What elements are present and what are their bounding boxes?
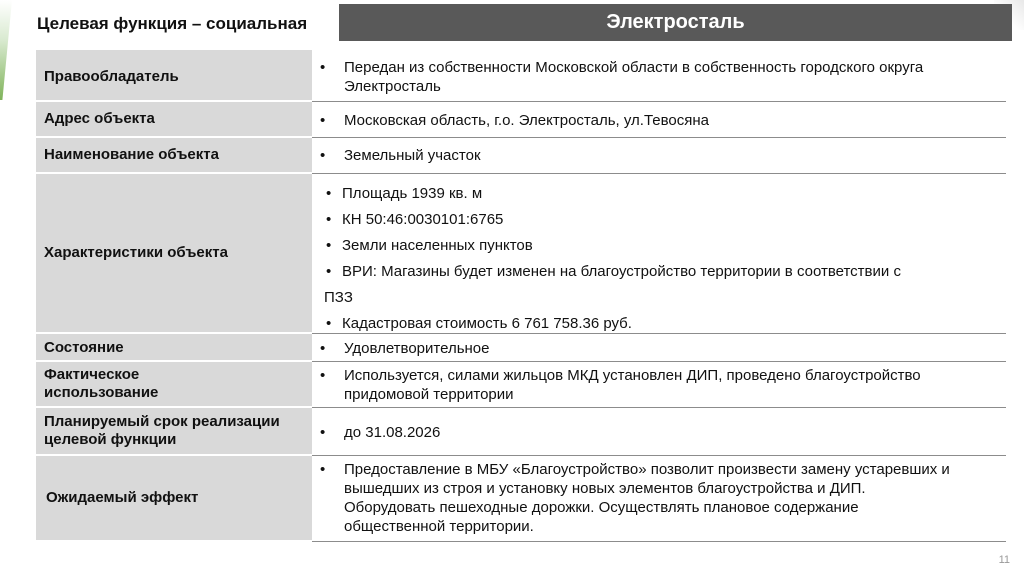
left-accent-decoration bbox=[0, 0, 12, 100]
row-value bbox=[312, 408, 1012, 456]
bullet-dot: • bbox=[320, 424, 326, 441]
list-item bbox=[326, 210, 1006, 236]
bullet-dot: • bbox=[326, 237, 332, 254]
table-row-owner bbox=[36, 50, 1012, 102]
row-value bbox=[312, 138, 1012, 174]
table-row-name bbox=[36, 138, 1012, 174]
bullet-dot: • bbox=[320, 367, 326, 384]
row-value bbox=[312, 456, 1012, 542]
table-row-condition bbox=[36, 334, 1012, 362]
bullet-dot: • bbox=[320, 59, 326, 76]
row-text: Земельный участок bbox=[344, 147, 481, 164]
row-value bbox=[312, 174, 1012, 334]
table-row-address bbox=[36, 102, 1012, 138]
item-text: ПЗЗ bbox=[324, 289, 353, 306]
row-text: до 31.08.2026 bbox=[344, 424, 441, 441]
bullet-dot: • bbox=[320, 112, 326, 129]
row-label: Фактическое использование bbox=[36, 362, 312, 408]
city-name: Электросталь bbox=[606, 11, 745, 33]
list-item bbox=[326, 184, 1006, 210]
row-value bbox=[312, 334, 1012, 362]
table-row-expected-effect bbox=[36, 456, 1012, 542]
row-text: Московская область, г.о. Электросталь, ул.Тевосяна bbox=[344, 112, 710, 129]
characteristics-list bbox=[326, 184, 1006, 340]
list-item-continuation bbox=[324, 288, 1006, 314]
row-label: Правообладатель bbox=[36, 50, 312, 102]
bullet-dot: • bbox=[326, 263, 332, 280]
row-label: Ожидаемый эффект bbox=[36, 456, 312, 542]
list-item bbox=[326, 262, 1006, 288]
row-label: Адрес объекта bbox=[36, 102, 312, 138]
row-label: Наименование объекта bbox=[36, 138, 312, 174]
row-text: Используется, силами жильцов МКД установлен ДИП, проведено благоустройство придомовой территории bbox=[344, 367, 921, 403]
bullet-dot: • bbox=[326, 211, 332, 228]
row-text: Предоставление в МБУ «Благоустройство» позволит произвести замену устаревших и вышедших из строя и установку новых элементов благоустройства и ДИП. Оборудовать пешеходные дорожки. Осуществлять плановое содержание общественной территории. bbox=[344, 461, 950, 535]
slide-title: Целевая функция – социальная bbox=[37, 14, 308, 33]
bullet-dot: • bbox=[320, 340, 326, 357]
list-item bbox=[326, 236, 1006, 262]
item-text: КН 50:46:0030101:6765 bbox=[342, 211, 504, 228]
bullet-dot: • bbox=[326, 315, 332, 332]
page-number: 11 bbox=[998, 554, 1010, 566]
item-text: Кадастровая стоимость 6 761 758.36 руб. bbox=[342, 315, 632, 332]
table-row-characteristics bbox=[36, 174, 1012, 334]
table-row-planned-term bbox=[36, 408, 1012, 456]
item-text: Земли населенных пунктов bbox=[342, 237, 533, 254]
row-value bbox=[312, 102, 1012, 138]
city-header bbox=[336, 4, 1012, 41]
item-text: Площадь 1939 кв. м bbox=[342, 185, 483, 202]
row-text: Удовлетворительное bbox=[344, 340, 490, 357]
row-value bbox=[312, 50, 1012, 102]
item-text: ВРИ: Магазины будет изменен на благоустройство территории в соответствии с bbox=[342, 263, 901, 280]
bullet-dot: • bbox=[320, 461, 326, 478]
table-row-actual-use bbox=[36, 362, 1012, 408]
bullet-dot: • bbox=[320, 147, 326, 164]
row-value bbox=[312, 362, 1012, 408]
bullet-dot: • bbox=[326, 185, 332, 202]
row-label: Состояние bbox=[36, 334, 312, 362]
row-label: Планируемый срок реализации целевой функции bbox=[36, 408, 312, 456]
row-label: Характеристики объекта bbox=[36, 174, 312, 334]
row-text: Передан из собственности Московской области в собственность городского округа Электросталь bbox=[344, 59, 924, 95]
